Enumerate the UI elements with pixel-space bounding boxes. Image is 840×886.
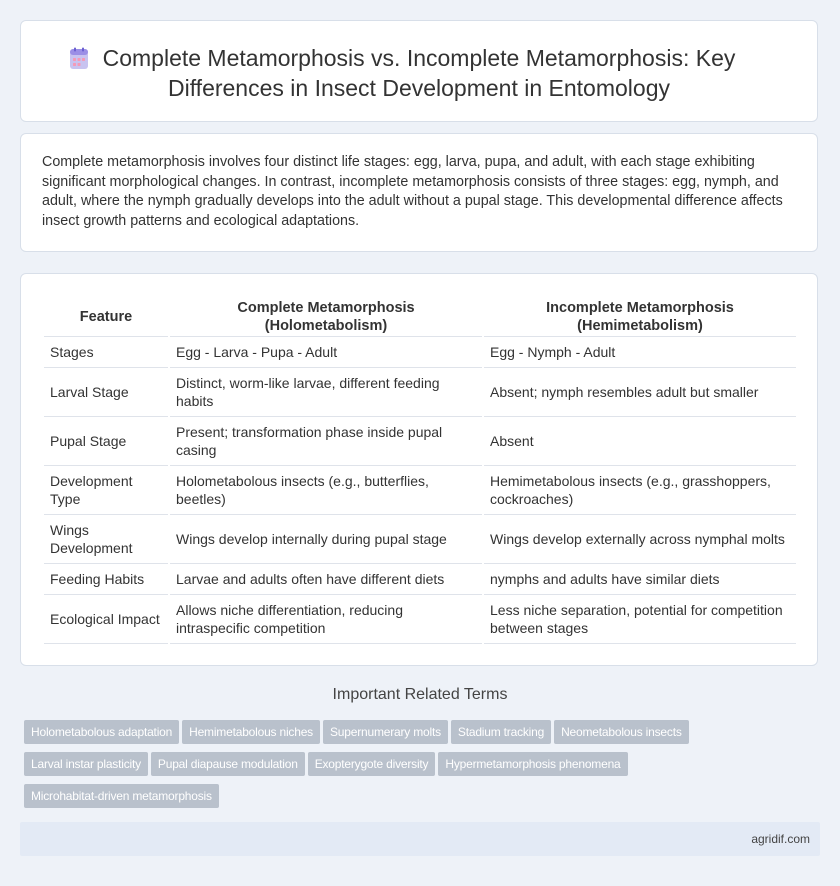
related-term-tag[interactable]: Hypermetamorphosis phenomena bbox=[438, 752, 627, 776]
column-header-incomplete: Incomplete Metamorphosis (Hemimetabolism) bbox=[484, 296, 796, 337]
table-cell-feature: Ecological Impact bbox=[44, 595, 168, 644]
table-cell-complete: Distinct, worm-like larvae, different feeding habits bbox=[170, 368, 482, 417]
table-cell-complete: Larvae and adults often have different diets bbox=[170, 564, 482, 595]
table-row bbox=[44, 368, 796, 417]
related-term-tag[interactable]: Supernumerary molts bbox=[323, 720, 448, 744]
intro-card bbox=[20, 133, 818, 252]
table-cell-feature: Stages bbox=[44, 337, 168, 368]
comparison-card bbox=[20, 273, 818, 666]
table-cell-incomplete: Less niche separation, potential for competition between stages bbox=[484, 595, 796, 644]
table-cell-complete: Egg - Larva - Pupa - Adult bbox=[170, 337, 482, 368]
column-header-feature: Feature bbox=[44, 296, 168, 337]
related-term-tag[interactable]: Holometabolous adaptation bbox=[24, 720, 179, 744]
table-row bbox=[44, 417, 796, 466]
footer-site-link[interactable]: agridif.com bbox=[751, 832, 810, 846]
table-cell-incomplete: Egg - Nymph - Adult bbox=[484, 337, 796, 368]
table-cell-complete: Holometabolous insects (e.g., butterflies, beetles) bbox=[170, 466, 482, 515]
header-card bbox=[20, 20, 818, 122]
intro-paragraph: Complete metamorphosis involves four distinct life stages: egg, larva, pupa, and adult, with each stage exhibiting significant morphological changes. In contrast, incomplete metamorphosis consists of three stages: egg, nymph, and adult, where the nymph gradually develops into the adult without a pupal stage. This developmental difference affects insect growth patterns and ecological adaptations. bbox=[42, 154, 783, 229]
related-term-tag[interactable]: Hemimetabolous niches bbox=[182, 720, 320, 744]
footer-bar bbox=[20, 822, 820, 856]
related-term-tag[interactable]: Stadium tracking bbox=[451, 720, 551, 744]
related-term-tag[interactable]: Exopterygote diversity bbox=[308, 752, 436, 776]
table-cell-feature: Wings Development bbox=[44, 515, 168, 564]
related-term-tag[interactable]: Microhabitat-driven metamorphosis bbox=[24, 784, 219, 808]
page-title: Complete Metamorphosis vs. Incomplete Metamorphosis: Key Differences in Insect Development in Entomology bbox=[102, 45, 736, 101]
table-row bbox=[44, 564, 796, 595]
table-header-row bbox=[44, 296, 796, 337]
table-cell-complete: Wings develop internally during pupal stage bbox=[170, 515, 482, 564]
table-cell-feature: Feeding Habits bbox=[44, 564, 168, 595]
related-terms-list bbox=[24, 720, 824, 816]
table-cell-complete: Allows niche differentiation, reducing intraspecific competition bbox=[170, 595, 482, 644]
table-cell-feature: Pupal Stage bbox=[44, 417, 168, 466]
table-row bbox=[44, 515, 796, 564]
comparison-table bbox=[42, 296, 798, 644]
related-terms-heading: Important Related Terms bbox=[332, 686, 508, 703]
table-cell-incomplete: Hemimetabolous insects (e.g., grasshoppers, cockroaches) bbox=[484, 466, 796, 515]
table-row bbox=[44, 595, 796, 644]
table-row bbox=[44, 466, 796, 515]
table-row bbox=[44, 337, 796, 368]
table-cell-feature: Larval Stage bbox=[44, 368, 168, 417]
related-term-tag[interactable]: Larval instar plasticity bbox=[24, 752, 148, 776]
table-cell-incomplete: Wings develop externally across nymphal molts bbox=[484, 515, 796, 564]
column-header-complete: Complete Metamorphosis (Holometabolism) bbox=[170, 296, 482, 337]
table-cell-feature: Development Type bbox=[44, 466, 168, 515]
table-cell-incomplete: Absent bbox=[484, 417, 796, 466]
table-cell-incomplete: Absent; nymph resembles adult but smaller bbox=[484, 368, 796, 417]
table-cell-incomplete: nymphs and adults have similar diets bbox=[484, 564, 796, 595]
table-cell-complete: Present; transformation phase inside pupal casing bbox=[170, 417, 482, 466]
related-term-tag[interactable]: Pupal diapause modulation bbox=[151, 752, 305, 776]
related-term-tag[interactable]: Neometabolous insects bbox=[554, 720, 689, 744]
